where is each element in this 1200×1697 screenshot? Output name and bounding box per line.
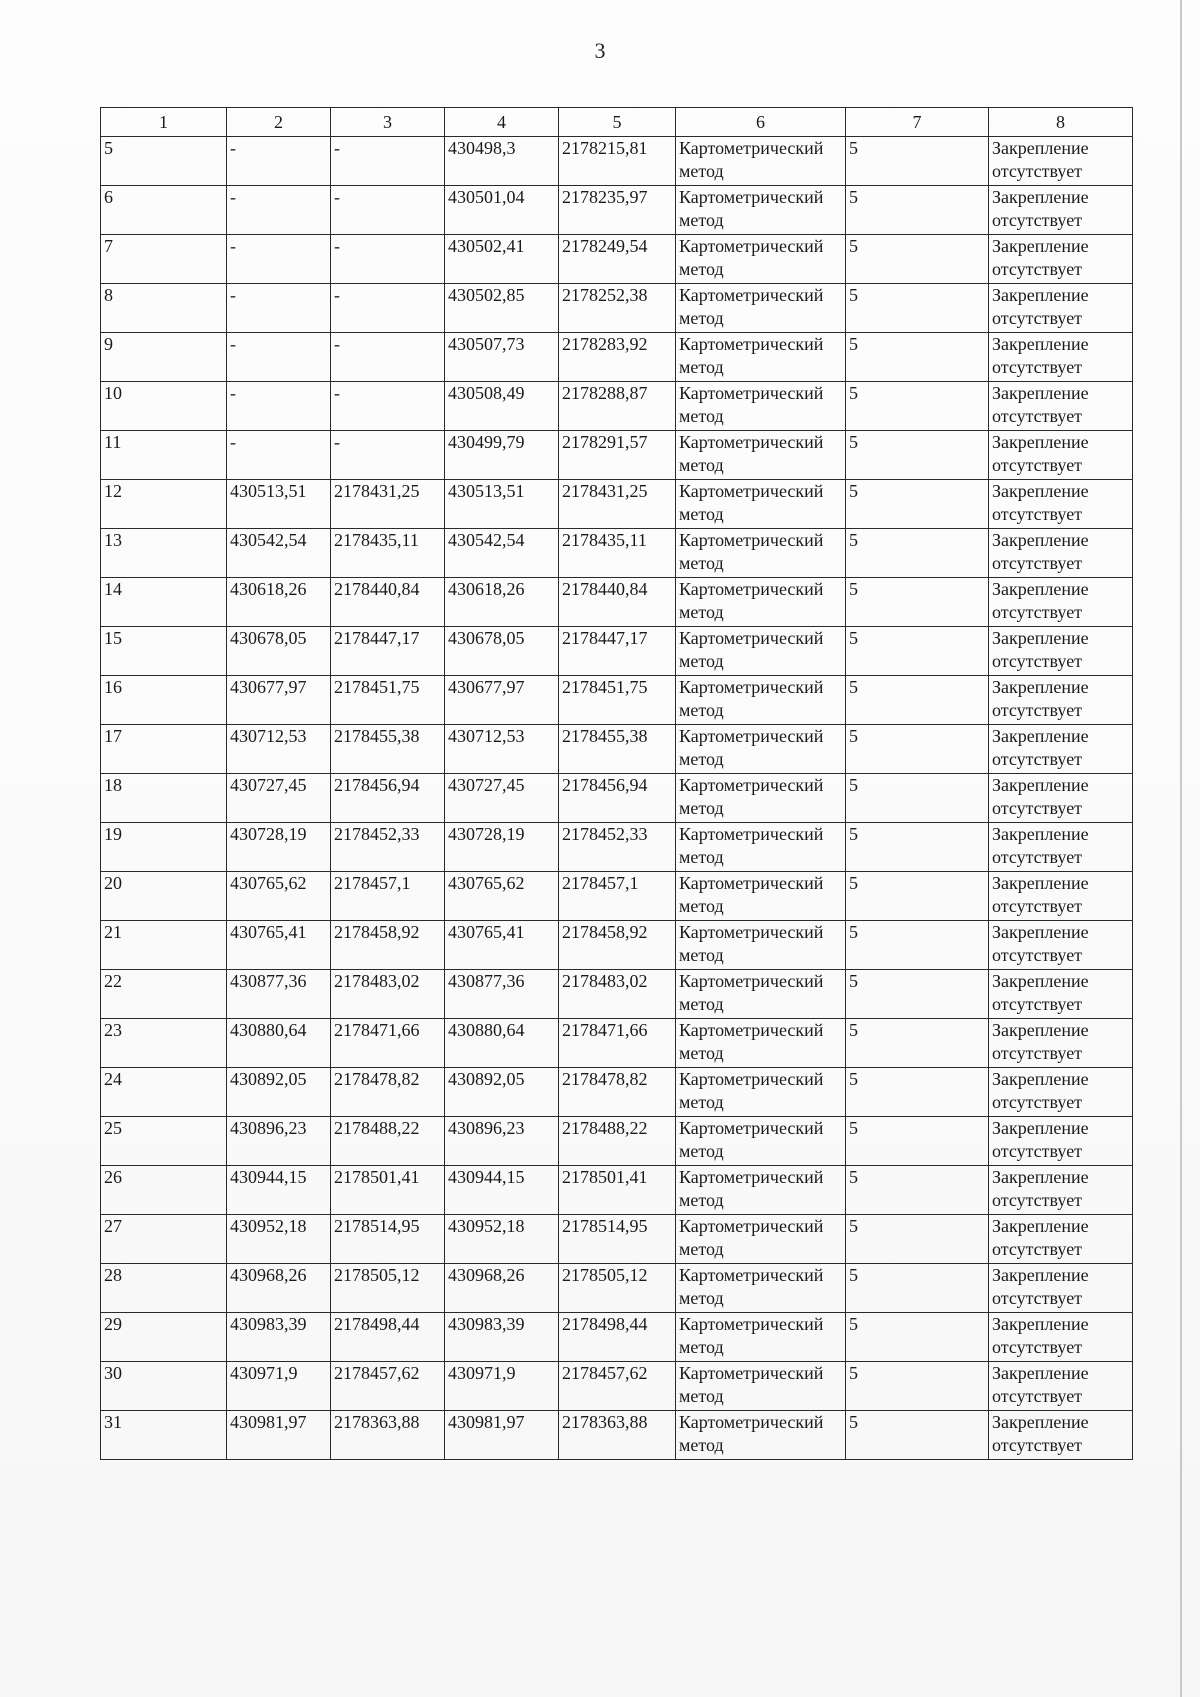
method-cell: Картометрический метод [676, 382, 846, 431]
old-y-cell: 2178501,41 [331, 1166, 445, 1215]
old-x-cell: - [227, 235, 331, 284]
old-x-cell: 430513,51 [227, 480, 331, 529]
method-cell: Картометрический метод [676, 431, 846, 480]
point-number-cell: 16 [101, 676, 227, 725]
new-y-cell: 2178501,41 [559, 1166, 676, 1215]
old-x-cell: 430678,05 [227, 627, 331, 676]
new-x-cell: 430502,41 [445, 235, 559, 284]
old-y-cell: 2178455,38 [331, 725, 445, 774]
accuracy-cell: 5 [846, 921, 989, 970]
table-body [101, 137, 1133, 1460]
table-row [101, 970, 1133, 1019]
new-y-cell: 2178488,22 [559, 1117, 676, 1166]
point-number-cell: 22 [101, 970, 227, 1019]
accuracy-cell: 5 [846, 823, 989, 872]
fixing-description-cell: Закрепление отсутствует [989, 627, 1133, 676]
old-x-cell: - [227, 186, 331, 235]
accuracy-cell: 5 [846, 1166, 989, 1215]
fixing-description-cell: Закрепление отсутствует [989, 1411, 1133, 1460]
old-y-cell: 2178488,22 [331, 1117, 445, 1166]
new-x-cell: 430618,26 [445, 578, 559, 627]
table-row [101, 774, 1133, 823]
method-cell: Картометрический метод [676, 284, 846, 333]
old-y-cell: 2178363,88 [331, 1411, 445, 1460]
fixing-description-cell: Закрепление отсутствует [989, 872, 1133, 921]
table-row [101, 921, 1133, 970]
table-row [101, 137, 1133, 186]
table-row [101, 480, 1133, 529]
table-row [101, 529, 1133, 578]
old-y-cell: - [331, 186, 445, 235]
table-header-row [101, 108, 1133, 137]
method-cell: Картометрический метод [676, 1264, 846, 1313]
accuracy-cell: 5 [846, 578, 989, 627]
old-x-cell: - [227, 137, 331, 186]
accuracy-cell: 5 [846, 529, 989, 578]
table-row [101, 431, 1133, 480]
table-row [101, 1215, 1133, 1264]
old-y-cell: 2178471,66 [331, 1019, 445, 1068]
point-number-cell: 18 [101, 774, 227, 823]
accuracy-cell: 5 [846, 627, 989, 676]
point-number-cell: 14 [101, 578, 227, 627]
point-number-cell: 31 [101, 1411, 227, 1460]
method-cell: Картометрический метод [676, 970, 846, 1019]
old-y-cell: 2178505,12 [331, 1264, 445, 1313]
accuracy-cell: 5 [846, 284, 989, 333]
old-y-cell: 2178456,94 [331, 774, 445, 823]
method-cell: Картометрический метод [676, 1019, 846, 1068]
accuracy-cell: 5 [846, 1068, 989, 1117]
old-y-cell: 2178498,44 [331, 1313, 445, 1362]
accuracy-cell: 5 [846, 970, 989, 1019]
accuracy-cell: 5 [846, 1411, 989, 1460]
fixing-description-cell: Закрепление отсутствует [989, 970, 1133, 1019]
point-number-cell: 26 [101, 1166, 227, 1215]
accuracy-cell: 5 [846, 382, 989, 431]
old-x-cell: 430728,19 [227, 823, 331, 872]
fixing-description-cell: Закрепление отсутствует [989, 1166, 1133, 1215]
new-x-cell: 430507,73 [445, 333, 559, 382]
accuracy-cell: 5 [846, 1313, 989, 1362]
new-y-cell: 2178235,97 [559, 186, 676, 235]
point-number-cell: 5 [101, 137, 227, 186]
old-x-cell: 430542,54 [227, 529, 331, 578]
method-cell: Картометрический метод [676, 823, 846, 872]
accuracy-cell: 5 [846, 872, 989, 921]
point-number-cell: 13 [101, 529, 227, 578]
table-row [101, 284, 1133, 333]
table-row [101, 235, 1133, 284]
new-x-cell: 430501,04 [445, 186, 559, 235]
new-y-cell: 2178457,62 [559, 1362, 676, 1411]
new-y-cell: 2178447,17 [559, 627, 676, 676]
point-number-cell: 30 [101, 1362, 227, 1411]
new-x-cell: 430727,45 [445, 774, 559, 823]
method-cell: Картометрический метод [676, 1068, 846, 1117]
old-x-cell: 430765,62 [227, 872, 331, 921]
old-x-cell: 430896,23 [227, 1117, 331, 1166]
new-x-cell: 430508,49 [445, 382, 559, 431]
new-y-cell: 2178514,95 [559, 1215, 676, 1264]
point-number-cell: 9 [101, 333, 227, 382]
fixing-description-cell: Закрепление отсутствует [989, 1264, 1133, 1313]
method-cell: Картометрический метод [676, 676, 846, 725]
old-x-cell: - [227, 333, 331, 382]
old-x-cell: - [227, 382, 331, 431]
table-row [101, 1166, 1133, 1215]
method-cell: Картометрический метод [676, 1215, 846, 1264]
table-row [101, 627, 1133, 676]
point-number-cell: 15 [101, 627, 227, 676]
point-number-cell: 12 [101, 480, 227, 529]
new-y-cell: 2178456,94 [559, 774, 676, 823]
fixing-description-cell: Закрепление отсутствует [989, 235, 1133, 284]
method-cell: Картометрический метод [676, 1166, 846, 1215]
old-x-cell: 430981,97 [227, 1411, 331, 1460]
point-number-cell: 8 [101, 284, 227, 333]
old-x-cell: - [227, 284, 331, 333]
old-x-cell: 430727,45 [227, 774, 331, 823]
fixing-description-cell: Закрепление отсутствует [989, 529, 1133, 578]
method-cell: Картометрический метод [676, 627, 846, 676]
fixing-description-cell: Закрепление отсутствует [989, 823, 1133, 872]
new-y-cell: 2178283,92 [559, 333, 676, 382]
column-header-4: 4 [445, 108, 559, 137]
fixing-description-cell: Закрепление отсутствует [989, 1117, 1133, 1166]
fixing-description-cell: Закрепление отсутствует [989, 1068, 1133, 1117]
new-y-cell: 2178452,33 [559, 823, 676, 872]
accuracy-cell: 5 [846, 1362, 989, 1411]
table-row [101, 1264, 1133, 1313]
new-x-cell: 430678,05 [445, 627, 559, 676]
method-cell: Картометрический метод [676, 921, 846, 970]
new-y-cell: 2178431,25 [559, 480, 676, 529]
new-y-cell: 2178457,1 [559, 872, 676, 921]
method-cell: Картометрический метод [676, 578, 846, 627]
method-cell: Картометрический метод [676, 137, 846, 186]
column-header-7: 7 [846, 108, 989, 137]
accuracy-cell: 5 [846, 333, 989, 382]
point-number-cell: 11 [101, 431, 227, 480]
table-row [101, 578, 1133, 627]
accuracy-cell: 5 [846, 1264, 989, 1313]
fixing-description-cell: Закрепление отсутствует [989, 676, 1133, 725]
new-y-cell: 2178498,44 [559, 1313, 676, 1362]
point-number-cell: 27 [101, 1215, 227, 1264]
fixing-description-cell: Закрепление отсутствует [989, 333, 1133, 382]
point-number-cell: 6 [101, 186, 227, 235]
old-y-cell: 2178514,95 [331, 1215, 445, 1264]
table-row [101, 872, 1133, 921]
point-number-cell: 25 [101, 1117, 227, 1166]
column-header-1: 1 [101, 108, 227, 137]
new-x-cell: 430944,15 [445, 1166, 559, 1215]
table-row [101, 333, 1133, 382]
fixing-description-cell: Закрепление отсутствует [989, 1215, 1133, 1264]
old-y-cell: - [331, 235, 445, 284]
new-y-cell: 2178288,87 [559, 382, 676, 431]
new-y-cell: 2178215,81 [559, 137, 676, 186]
fixing-description-cell: Закрепление отсутствует [989, 921, 1133, 970]
accuracy-cell: 5 [846, 725, 989, 774]
old-y-cell: 2178457,1 [331, 872, 445, 921]
fixing-description-cell: Закрепление отсутствует [989, 137, 1133, 186]
new-y-cell: 2178451,75 [559, 676, 676, 725]
method-cell: Картометрический метод [676, 725, 846, 774]
new-x-cell: 430880,64 [445, 1019, 559, 1068]
old-y-cell: - [331, 382, 445, 431]
column-header-3: 3 [331, 108, 445, 137]
new-y-cell: 2178455,38 [559, 725, 676, 774]
accuracy-cell: 5 [846, 1117, 989, 1166]
table-row [101, 1313, 1133, 1362]
new-x-cell: 430712,53 [445, 725, 559, 774]
old-y-cell: - [331, 284, 445, 333]
accuracy-cell: 5 [846, 676, 989, 725]
method-cell: Картометрический метод [676, 186, 846, 235]
new-x-cell: 430983,39 [445, 1313, 559, 1362]
accuracy-cell: 5 [846, 480, 989, 529]
point-number-cell: 28 [101, 1264, 227, 1313]
old-y-cell: 2178451,75 [331, 676, 445, 725]
old-y-cell: - [331, 333, 445, 382]
fixing-description-cell: Закрепление отсутствует [989, 382, 1133, 431]
new-x-cell: 430892,05 [445, 1068, 559, 1117]
new-y-cell: 2178440,84 [559, 578, 676, 627]
fixing-description-cell: Закрепление отсутствует [989, 284, 1133, 333]
new-x-cell: 430896,23 [445, 1117, 559, 1166]
method-cell: Картометрический метод [676, 1313, 846, 1362]
old-x-cell: 430971,9 [227, 1362, 331, 1411]
new-y-cell: 2178249,54 [559, 235, 676, 284]
fixing-description-cell: Закрепление отсутствует [989, 480, 1133, 529]
method-cell: Картометрический метод [676, 333, 846, 382]
table-row [101, 1411, 1133, 1460]
old-x-cell: 430765,41 [227, 921, 331, 970]
table-row [101, 382, 1133, 431]
old-y-cell: 2178447,17 [331, 627, 445, 676]
old-x-cell: 430877,36 [227, 970, 331, 1019]
fixing-description-cell: Закрепление отсутствует [989, 578, 1133, 627]
new-x-cell: 430765,41 [445, 921, 559, 970]
table-row [101, 1117, 1133, 1166]
new-x-cell: 430499,79 [445, 431, 559, 480]
table-row [101, 676, 1133, 725]
page-number: 3 [594, 38, 606, 63]
old-x-cell: 430892,05 [227, 1068, 331, 1117]
point-number-cell: 10 [101, 382, 227, 431]
point-number-cell: 19 [101, 823, 227, 872]
accuracy-cell: 5 [846, 1215, 989, 1264]
old-y-cell: 2178483,02 [331, 970, 445, 1019]
column-header-8: 8 [989, 108, 1133, 137]
new-x-cell: 430502,85 [445, 284, 559, 333]
new-x-cell: 430971,9 [445, 1362, 559, 1411]
old-x-cell: 430952,18 [227, 1215, 331, 1264]
table-row [101, 1019, 1133, 1068]
coordinates-table [100, 107, 1133, 1460]
fixing-description-cell: Закрепление отсутствует [989, 1313, 1133, 1362]
old-x-cell: 430677,97 [227, 676, 331, 725]
point-number-cell: 29 [101, 1313, 227, 1362]
new-y-cell: 2178478,82 [559, 1068, 676, 1117]
column-header-6: 6 [676, 108, 846, 137]
old-x-cell: 430968,26 [227, 1264, 331, 1313]
table-row [101, 823, 1133, 872]
table-row [101, 1362, 1133, 1411]
old-y-cell: 2178440,84 [331, 578, 445, 627]
old-x-cell: 430712,53 [227, 725, 331, 774]
point-number-cell: 7 [101, 235, 227, 284]
method-cell: Картометрический метод [676, 1362, 846, 1411]
old-y-cell: - [331, 431, 445, 480]
new-y-cell: 2178291,57 [559, 431, 676, 480]
fixing-description-cell: Закрепление отсутствует [989, 774, 1133, 823]
new-x-cell: 430765,62 [445, 872, 559, 921]
table-row [101, 1068, 1133, 1117]
point-number-cell: 21 [101, 921, 227, 970]
new-y-cell: 2178458,92 [559, 921, 676, 970]
new-y-cell: 2178471,66 [559, 1019, 676, 1068]
new-x-cell: 430981,97 [445, 1411, 559, 1460]
old-y-cell: 2178457,62 [331, 1362, 445, 1411]
old-y-cell: 2178431,25 [331, 480, 445, 529]
accuracy-cell: 5 [846, 431, 989, 480]
new-y-cell: 2178505,12 [559, 1264, 676, 1313]
old-y-cell: - [331, 137, 445, 186]
old-x-cell: 430983,39 [227, 1313, 331, 1362]
accuracy-cell: 5 [846, 1019, 989, 1068]
accuracy-cell: 5 [846, 186, 989, 235]
old-x-cell: 430618,26 [227, 578, 331, 627]
column-header-2: 2 [227, 108, 331, 137]
old-y-cell: 2178452,33 [331, 823, 445, 872]
method-cell: Картометрический метод [676, 1411, 846, 1460]
new-x-cell: 430513,51 [445, 480, 559, 529]
new-x-cell: 430677,97 [445, 676, 559, 725]
old-y-cell: 2178458,92 [331, 921, 445, 970]
fixing-description-cell: Закрепление отсутствует [989, 1362, 1133, 1411]
new-x-cell: 430728,19 [445, 823, 559, 872]
table-row [101, 186, 1133, 235]
old-x-cell: - [227, 431, 331, 480]
new-x-cell: 430498,3 [445, 137, 559, 186]
method-cell: Картометрический метод [676, 872, 846, 921]
new-y-cell: 2178252,38 [559, 284, 676, 333]
fixing-description-cell: Закрепление отсутствует [989, 186, 1133, 235]
new-x-cell: 430968,26 [445, 1264, 559, 1313]
point-number-cell: 17 [101, 725, 227, 774]
scan-edge-line [1180, 0, 1182, 1697]
fixing-description-cell: Закрепление отсутствует [989, 725, 1133, 774]
fixing-description-cell: Закрепление отсутствует [989, 431, 1133, 480]
new-y-cell: 2178363,88 [559, 1411, 676, 1460]
table-row [101, 725, 1133, 774]
point-number-cell: 23 [101, 1019, 227, 1068]
method-cell: Картометрический метод [676, 235, 846, 284]
accuracy-cell: 5 [846, 137, 989, 186]
new-x-cell: 430877,36 [445, 970, 559, 1019]
accuracy-cell: 5 [846, 774, 989, 823]
old-x-cell: 430944,15 [227, 1166, 331, 1215]
method-cell: Картометрический метод [676, 774, 846, 823]
point-number-cell: 20 [101, 872, 227, 921]
new-y-cell: 2178435,11 [559, 529, 676, 578]
new-x-cell: 430952,18 [445, 1215, 559, 1264]
old-x-cell: 430880,64 [227, 1019, 331, 1068]
new-y-cell: 2178483,02 [559, 970, 676, 1019]
column-header-5: 5 [559, 108, 676, 137]
method-cell: Картометрический метод [676, 1117, 846, 1166]
method-cell: Картометрический метод [676, 529, 846, 578]
new-x-cell: 430542,54 [445, 529, 559, 578]
accuracy-cell: 5 [846, 235, 989, 284]
point-number-cell: 24 [101, 1068, 227, 1117]
old-y-cell: 2178478,82 [331, 1068, 445, 1117]
old-y-cell: 2178435,11 [331, 529, 445, 578]
method-cell: Картометрический метод [676, 480, 846, 529]
fixing-description-cell: Закрепление отсутствует [989, 1019, 1133, 1068]
